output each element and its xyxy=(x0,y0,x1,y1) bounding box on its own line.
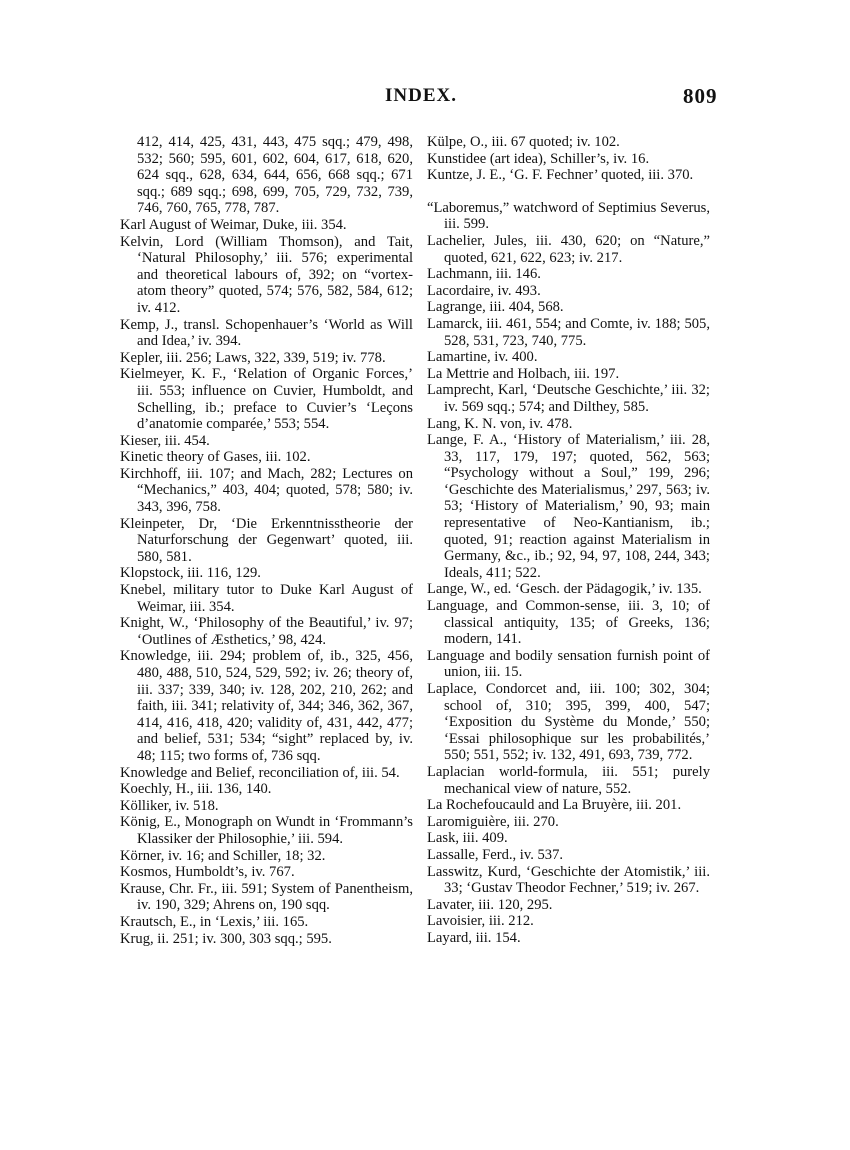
index-entry: Kosmos, Humboldt’s, iv. 767. xyxy=(120,864,295,881)
index-entry: Kunstidee (art idea), Schiller’s, iv. 16. xyxy=(427,150,650,167)
index-entry: Krautsch, E., in ‘Lexis,’ iii. 165. xyxy=(120,913,309,930)
page-title: INDEX. xyxy=(385,85,457,106)
index-entry: 412, 414, 425, 431, 443, 475 sqq.; 479, 498, 532; 560; 595, 601, 602, 604, 617, 618, 620, 624 sqq., 628, 634, 644, 656, 668 sqq.; 671 sqq.; 689 sqq.; 698, 699, 705, 729, 732, 739, 746, 760, 765, 778, 787. xyxy=(137,134,413,217)
index-entry: Lagrange, iii. 404, 568. xyxy=(427,299,564,316)
index-entry: Lassalle, Ferd., iv. 537. xyxy=(427,846,564,863)
index-entry: Lange, F. A., ‘History of Materialism,’ iii. 28, 33, 117, 179, 197; quoted, 562, 563; “Psychology without a Soul,” 199, 296; ‘Geschichte des Materialismus,’ 297, 563; iv. 53; ‘History of Materialism,’ 90, 93; main representative of Neo-Kantianism, ib.; quoted, 91; reaction against Materialism in Germany, &c., ib.; 92, 94, 97, 108, 244, 343; Ideals, 411; 522. xyxy=(427,432,710,581)
index-entry: Lamartine, iv. 400. xyxy=(427,349,538,366)
index-entry: König, E., Monograph on Wundt in ‘Frommann’s Klassiker der Philosophie,’ iii. 594. xyxy=(120,814,413,847)
index-entry: La Rochefoucauld and La Bruyère, iii. 201. xyxy=(427,797,682,814)
index-entry: Laplacian world-formula, iii. 551; purely mechanical view of nature, 552. xyxy=(427,763,710,797)
index-entry: Karl August of Weimar, Duke, iii. 354. xyxy=(120,216,347,233)
index-entry: Krug, ii. 251; iv. 300, 303 sqq.; 595. xyxy=(120,930,332,947)
index-entry: Lange, W., ed. ‘Gesch. der Pädagogik,’ iv. 135. xyxy=(427,581,702,598)
index-entry: Külpe, O., iii. 67 quoted; iv. 102. xyxy=(427,134,620,150)
index-entry: “Laboremus,” watchword of Septimius Severus, iii. 599. xyxy=(427,199,710,233)
index-entry: Kinetic theory of Gases, iii. 102. xyxy=(120,449,311,466)
index-entry: Lang, K. N. von, iv. 478. xyxy=(427,415,573,432)
page-number: 809 xyxy=(683,84,718,108)
index-entry: Kemp, J., transl. Schopenhauer’s ‘World as Will and Idea,’ iv. 394. xyxy=(120,316,413,350)
index-entry: Koechly, H., iii. 136, 140. xyxy=(120,781,272,798)
index-column-right xyxy=(427,134,710,947)
index-entry: Lavater, iii. 120, 295. xyxy=(427,896,553,913)
index-entry: Knowledge, iii. 294; problem of, ib., 325, 456, 480, 488, 510, 524, 529, 592; iv. 26; theory of, iii. 337; 339, 340; iv. 128, 202, 210, 262; and faith, iii. 341; relativity of, 344; 346, 362, 367, 414, 416, 418, 420; validity of, 431, 442, 477; and belief, 531; 534; “sight” replaced by, iv. 48; 115; two forms of, 736 sqq. xyxy=(120,648,413,764)
index-entry: Layard, iii. 154. xyxy=(427,929,521,946)
index-entry: Kölliker, iv. 518. xyxy=(120,797,219,814)
index-entry: Laplace, Condorcet and, iii. 100; 302, 304; school of, 310; 395, 399, 400, 547; ‘Exposition du Système du Monde,’ 550; ‘Essai philosophique sur les probabilités,’ 550; 551, 552; iv. 132, 491, 693, 739, 772. xyxy=(427,681,710,764)
index-entry: Lamarck, iii. 461, 554; and Comte, iv. 188; 505, 528, 531, 723, 740, 775. xyxy=(427,315,710,349)
page-header xyxy=(0,85,850,115)
index-entry: Kepler, iii. 256; Laws, 322, 339, 519; iv. 778. xyxy=(120,349,386,366)
index-entry: Kleinpeter, Dr, ‘Die Erkenntnisstheorie der Naturforschung der Gegenwart’ quoted, iii. 580, 581. xyxy=(120,515,413,565)
index-entry: Kirchhoff, iii. 107; and Mach, 282; Lectures on “Mechanics,” 403, 404; quoted, 578; 580; iv. 343, 396, 758. xyxy=(120,465,413,516)
index-entry: Lask, iii. 409. xyxy=(427,830,508,847)
index-entry: La Mettrie and Holbach, iii. 197. xyxy=(427,365,620,382)
index-entry: Körner, iv. 16; and Schiller, 18; 32. xyxy=(120,847,326,864)
index-entry: Knight, W., ‘Philosophy of the Beautiful,’ iv. 97; ‘Outlines of Æsthetics,’ 98, 424. xyxy=(120,615,413,648)
index-column-left xyxy=(120,134,413,947)
index-entry: Klopstock, iii. 116, 129. xyxy=(120,565,261,582)
index-entry: Lamprecht, Karl, ‘Deutsche Geschichte,’ iii. 32; iv. 569 sqq.; 574; and Dilthey, 585. xyxy=(427,382,710,415)
index-entry: Knebel, military tutor to Duke Karl August of Weimar, iii. 354. xyxy=(120,582,413,615)
index-entry: Lachelier, Jules, iii. 430, 620; on “Nature,” quoted, 621, 622, 623; iv. 217. xyxy=(427,232,710,266)
index-entry: Lasswitz, Kurd, ‘Geschichte der Atomistik,’ iii. 33; ‘Gustav Theodor Fechner,’ 519; iv. 267. xyxy=(427,863,710,897)
index-entry: Kielmeyer, K. F., ‘Relation of Organic Forces,’ iii. 553; influence on Cuvier, Humboldt, and Schelling, ib.; preface to Cuvier’s ‘Leçons d’anatomie comparée,’ 553; 554. xyxy=(120,366,413,433)
index-entry: Language, and Common-sense, iii. 3, 10; of classical antiquity, 135; of Greeks, 136; modern, 141. xyxy=(427,598,710,648)
index-entry: Knowledge and Belief, reconciliation of, iii. 54. xyxy=(120,764,400,781)
index-entry: Krause, Chr. Fr., iii. 591; System of Panentheism, iv. 190, 329; Ahrens on, 190 sqq. xyxy=(120,880,413,914)
index-entry: Kelvin, Lord (William Thomson), and Tait, ‘Natural Philosophy,’ iii. 576; experimental and theoretical labours of, 392; on “vortex-atom theory” quoted, 574; 576, 582, 584, 612; iv. 412. xyxy=(120,233,413,316)
index-entry: Laromiguière, iii. 270. xyxy=(427,813,559,830)
index-entry: Language and bodily sensation furnish point of union, iii. 15. xyxy=(427,647,710,681)
index-entry: Kuntze, J. E., ‘G. F. Fechner’ quoted, iii. 370. xyxy=(427,167,694,184)
index-entry: Lachmann, iii. 146. xyxy=(427,266,541,283)
index-entry: Kieser, iii. 454. xyxy=(120,432,210,449)
index-entry: Lacordaire, iv. 493. xyxy=(427,282,541,299)
index-entry: Lavoisier, iii. 212. xyxy=(427,913,534,930)
